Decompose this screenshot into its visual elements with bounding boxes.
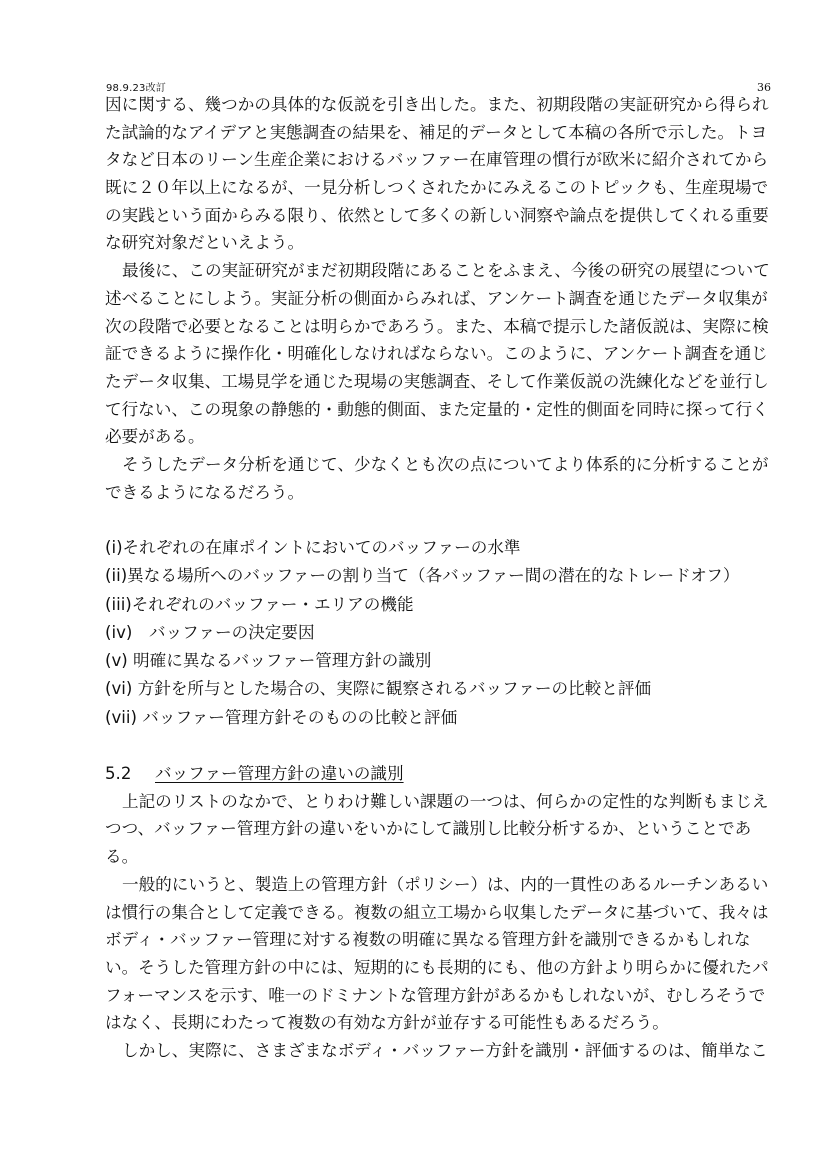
text-line: 述べることにしよう。実証分析の側面からみれば、アンケート調査を通じたデータ収集が — [105, 288, 768, 308]
page-number: 36 — [757, 81, 771, 94]
section-number: 5.2 — [105, 763, 132, 783]
list-item: (i)それぞれの在庫ポイントにおいてのバッファーの水準 — [105, 538, 521, 557]
text-line: 必要がある。 — [105, 427, 205, 447]
text-line: 因に関する、幾つかの具体的な仮説を引き出した。また、初期段階の実証研究から得られ — [105, 95, 769, 114]
section-heading — [105, 760, 780, 788]
text-line: い。そうした管理方針の中には、短期的にも長期的にも、他の方針より明らかに優れたパ — [105, 957, 769, 977]
text-line: 上記のリストのなかで、とりわけ難しい課題の一つは、何らかの定性的な判断もまじえ — [122, 791, 769, 811]
document-body — [105, 91, 780, 1065]
text-line: たデータ収集、工場見学を通じた現場の実態調査、そして作業仮説の洗練化などを並行し — [105, 371, 769, 391]
text-line: つつ、バッファー管理方針の違いをいかにして識別し比較分析するか、ということであ — [105, 819, 752, 839]
spacer — [105, 506, 780, 534]
list-item: (vii) バッファー管理方針そのものの比較と評価 — [105, 707, 458, 727]
text-line: 証できるように操作化・明確化しなければならない。このように、アンケート調査を通じ — [105, 344, 768, 364]
list-item: (v) 明確に異なるバッファー管理方針の識別 — [105, 651, 432, 671]
paragraph-6 — [105, 1037, 780, 1065]
text-line: しかし、実際に、さまざまなボディ・バッファー方針を識別・評価するのは、簡単なこ — [122, 1040, 768, 1060]
list-item: (vi) 方針を所与とした場合の、実際に観察されるバッファーの比較と評価 — [105, 679, 652, 699]
text-line: の実践という面からみる限り、依然として多くの新しい洞察や論点を提供してくれる重要 — [105, 205, 769, 225]
text-line: フォーマンスを示す、唯一のドミナントな管理方針があるかもしれないが、むしろそうで — [105, 985, 766, 1005]
list-item: (iii)それぞれのバッファー・エリアの機能 — [105, 594, 414, 614]
text-line: タなど日本のリーン生産企業におけるバッファー在庫管理の慣行が欧米に紹介されてから — [105, 150, 769, 170]
text-line: る。 — [105, 847, 139, 867]
text-line: は慣行の集合として定義できる。複数の組立工場から収集したデータに基づいて、我々は — [105, 902, 769, 922]
paragraph-5 — [105, 871, 780, 1037]
paragraph-3 — [105, 451, 780, 506]
text-line: 次の段階で必要となることは明らかであろう。また、本稿で提示した諸仮説は、実際に検 — [105, 316, 769, 336]
text-line: できるようになるだろう。 — [105, 482, 305, 502]
list-item: (iv) バッファーの決定要因 — [105, 622, 315, 642]
text-line: 既に２０年以上になるが、一見分析しつくされたかにみえるこのトピックも、生産現場で — [105, 178, 769, 198]
text-line: そうしたデータ分析を通じて、少なくとも次の点についてより体系的に分析することが — [122, 454, 769, 474]
paragraph-2 — [105, 257, 780, 451]
analysis-list — [105, 534, 780, 732]
list-item: (ii)異なる場所へのバッファーの割り当て（各バッファー間の潜在的なトレードオフ） — [105, 566, 740, 586]
text-line: て行ない、この現象の静態的・動態的側面、また定量的・定性的側面を同時に探って行く — [105, 399, 769, 419]
text-line: た試論的なアイデアと実態調査の結果を、補足的データとして本稿の各所で示した。トヨ — [105, 122, 768, 142]
section-title: バッファー管理方針の違いの識別 — [155, 763, 404, 783]
text-line: はなく、長期にわたって複数の有効な方針が並存する可能性もあるだろう。 — [105, 1013, 669, 1033]
text-line: 最後に、この実証研究がまだ初期段階にあることをふまえ、今後の研究の展望について — [122, 261, 770, 281]
paragraph-1 — [105, 91, 780, 257]
spacer — [105, 732, 780, 760]
text-line: 一般的にいうと、製造上の管理方針（ポリシー）は、内的一貫性のあるルーチンあるい — [122, 874, 769, 894]
text-line: な研究対象だといえよう。 — [105, 233, 305, 253]
text-line: ボディ・バッファー管理に対する複数の明確に異なる管理方針を識別できるかもしれな — [105, 930, 751, 950]
paragraph-4 — [105, 788, 780, 871]
revision-date: 98.9.23改訂 — [106, 83, 166, 94]
